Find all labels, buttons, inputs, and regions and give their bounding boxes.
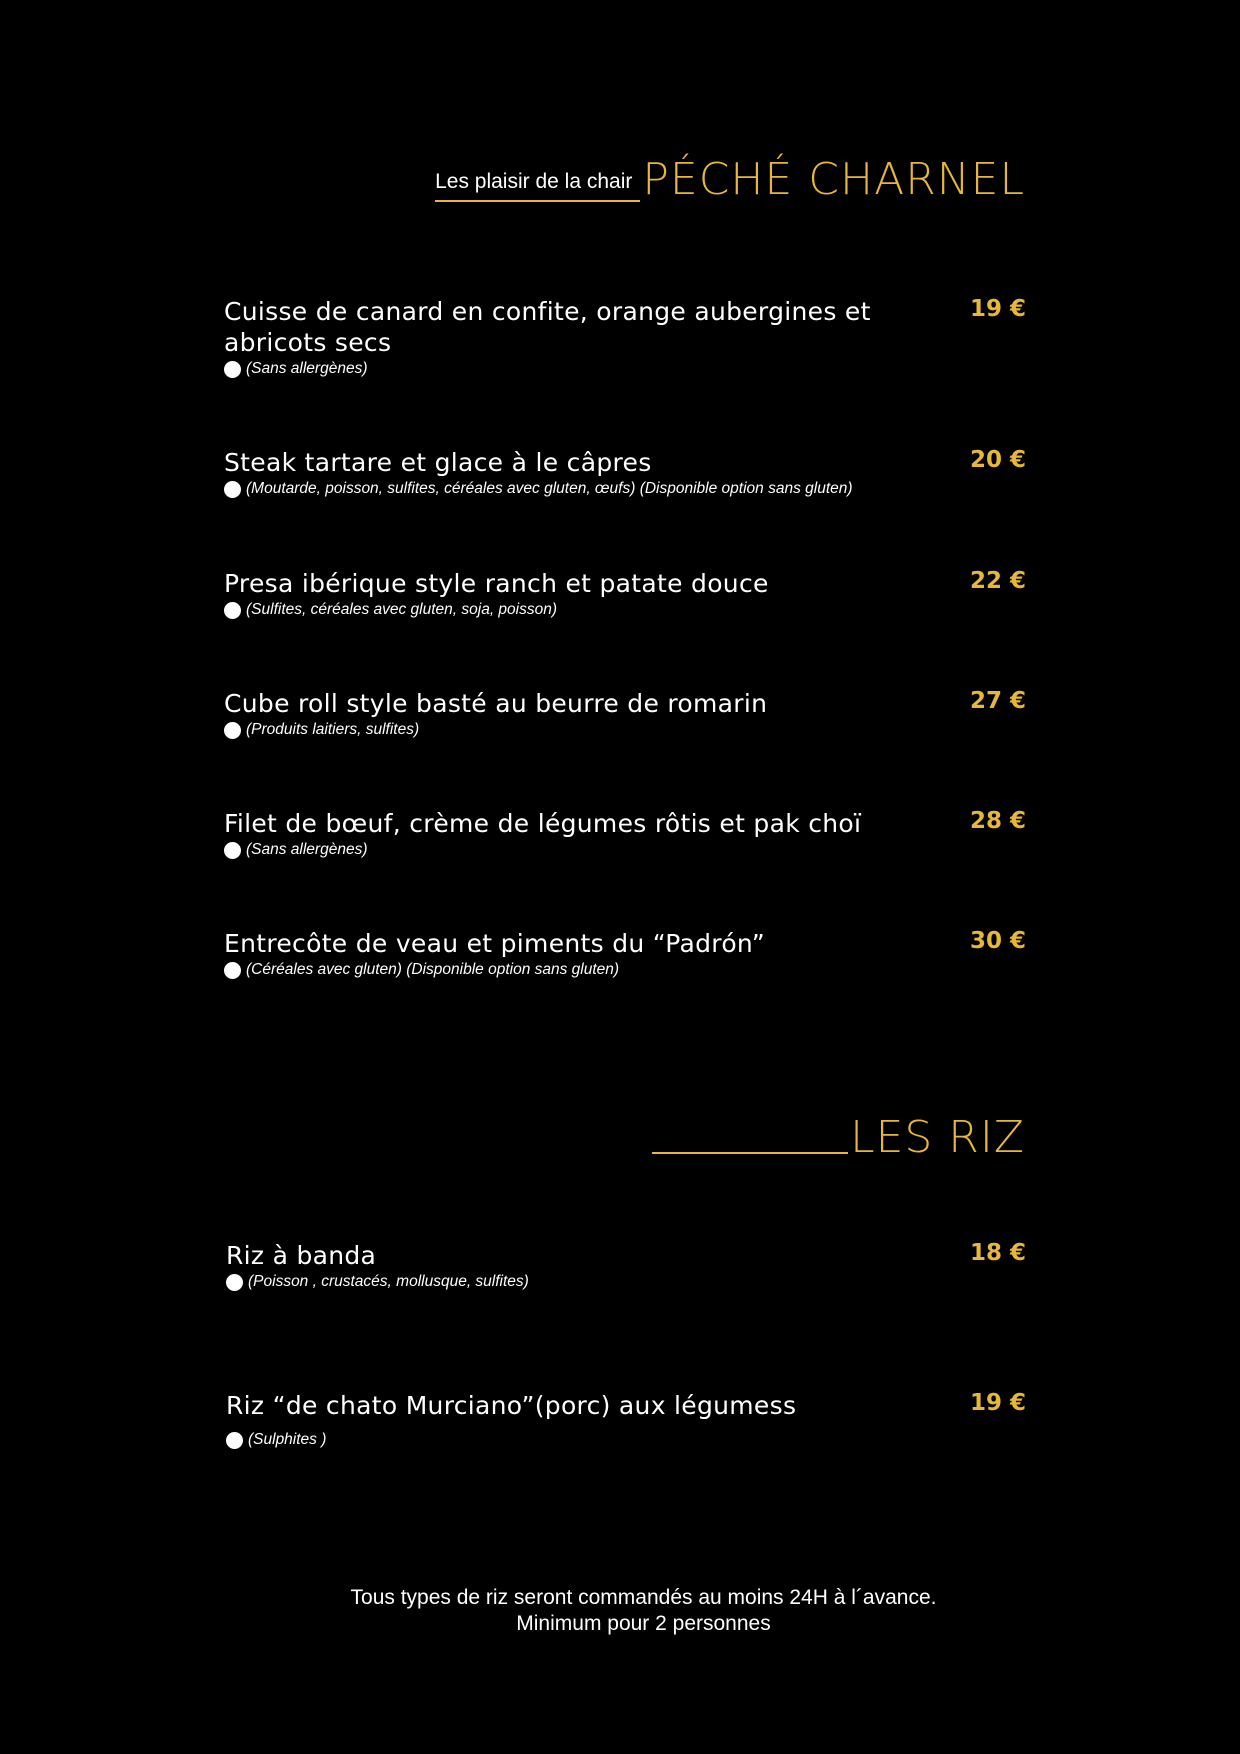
section-subtitle: Les plaisir de la chair <box>435 170 640 202</box>
bullet-icon <box>224 602 241 619</box>
dish-price: 19 € <box>969 1390 1026 1416</box>
menu-item <box>226 1390 1026 1449</box>
allergen-line <box>224 480 1026 498</box>
dish-name: Riz “de chato Murciano”(porc) aux légumess <box>226 1391 797 1420</box>
footer-note <box>0 1585 1240 1637</box>
menu-item <box>224 568 1026 619</box>
bullet-icon <box>224 481 241 498</box>
section-title: PÉCHÉ CHARNEL <box>642 154 1025 205</box>
allergen-text: (Sulphites ) <box>248 1431 327 1448</box>
dish-name: Cube roll style basté au beurre de romarin <box>224 689 768 718</box>
menu-item <box>224 296 1026 378</box>
dish-name: Filet de bœuf, crème de légumes rôtis et pak choï <box>224 809 862 838</box>
allergen-text: (Céréales avec gluten) (Disponible option sans gluten) <box>246 961 620 978</box>
bullet-icon <box>224 962 241 979</box>
bullet-icon <box>224 722 241 739</box>
menu-item <box>224 447 1026 498</box>
dish-name: Entrecôte de veau et piments du “Padrón” <box>224 929 765 958</box>
dish-price: 28 € <box>969 808 1026 834</box>
allergen-text: (Poisson , crustacés, mollusque, sulfites) <box>248 1273 529 1290</box>
section-title: LES RIZ <box>850 1112 1025 1163</box>
allergen-text: (Moutarde, poisson, sulfites, céréales avec gluten, œufs) (Disponible option sans gluten) <box>246 480 853 497</box>
allergen-text: (Sans allergènes) <box>246 841 368 858</box>
dish-price: 20 € <box>969 447 1026 473</box>
menu-item <box>226 1240 1026 1291</box>
allergen-text: (Sans allergènes) <box>246 360 368 377</box>
footer-line-2: Minimum pour 2 personnes <box>516 1612 771 1635</box>
dish-price: 22 € <box>969 568 1026 594</box>
dish-price: 30 € <box>969 928 1026 954</box>
allergen-line <box>224 721 1026 739</box>
footer-line-1: Tous types de riz seront commandés au moins 24H à l´avance. <box>350 1586 937 1609</box>
dish-price: 18 € <box>969 1240 1026 1266</box>
allergen-line <box>226 1431 1026 1449</box>
allergen-text: (Produits laitiers, sulfites) <box>246 721 420 738</box>
menu-item <box>224 928 1026 979</box>
dish-price: 19 € <box>969 296 1026 322</box>
menu-item <box>224 688 1026 739</box>
dish-name: Cuisse de canard en confite, orange aubergines et abricots secs <box>224 297 871 357</box>
dish-name: Presa ibérique style ranch et patate douce <box>224 569 769 598</box>
allergen-text: (Sulfites, céréales avec gluten, soja, poisson) <box>246 601 558 618</box>
section-header-les-riz <box>652 1112 1025 1163</box>
allergen-line <box>224 961 1026 979</box>
allergen-line <box>226 1273 1026 1291</box>
dish-name: Riz à banda <box>226 1241 377 1270</box>
bullet-icon <box>224 361 241 378</box>
allergen-line <box>224 601 1026 619</box>
dish-name: Steak tartare et glace à le câpres <box>224 448 652 477</box>
bullet-icon <box>224 842 241 859</box>
divider-line <box>652 1151 848 1154</box>
dish-price: 27 € <box>969 688 1026 714</box>
bullet-icon <box>226 1274 243 1291</box>
allergen-line <box>224 841 1026 859</box>
allergen-line <box>224 360 1026 378</box>
menu-item <box>224 808 1026 859</box>
section-header-peche-charnel <box>435 154 1025 205</box>
bullet-icon <box>226 1432 243 1449</box>
